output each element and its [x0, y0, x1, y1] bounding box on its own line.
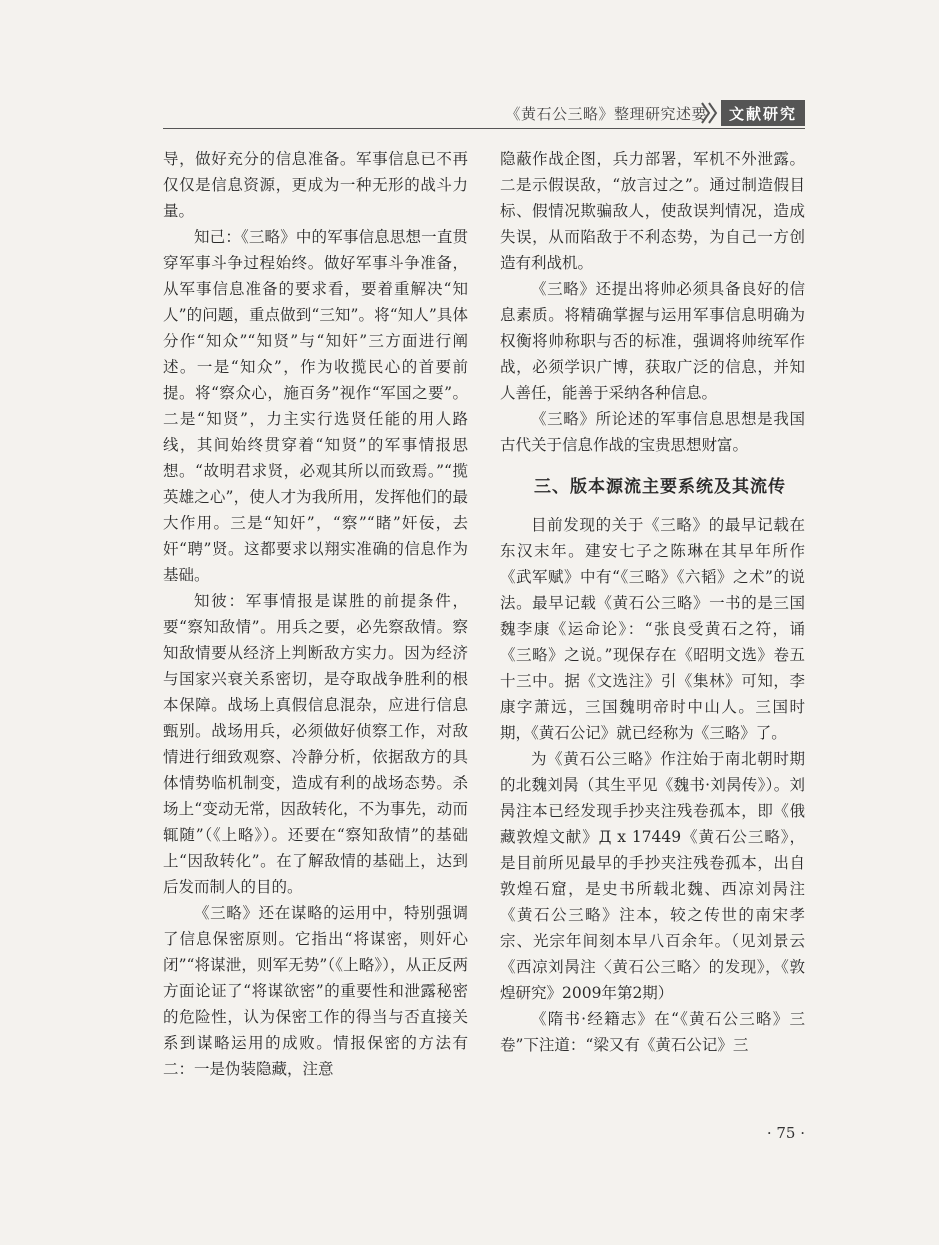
- section-label-badge: 文献研究: [721, 100, 805, 126]
- running-header-title: 《黄石公三略》整理研究述要: [505, 105, 707, 123]
- paragraph: 隐蔽作战企图，兵力部署，军机不外泄露。二是示假误敌，“放言过之”。通过制造假目标、假情况欺骗敌人，使敌误判情况，造成失误，从而陷敌于不利态势，为自己一方创造有利战机。: [500, 150, 805, 272]
- paragraph: 导，做好充分的信息准备。军事信息已不再仅仅是信息资源，更成为一种无形的战斗力量。: [163, 150, 468, 220]
- header-rule: [163, 128, 805, 129]
- running-header: [163, 100, 805, 128]
- paragraph: 为《黄石公三略》作注始于南北朝时期的北魏刘昺（其生平见《魏书·刘昺传》）。刘昺注本已经发现手抄夹注残卷孤本，即《俄藏敦煌文献》Д x 17449《黄石公三略》，是目前所见最早的手抄夹注残卷孤本，出自敦煌石窟，是史书所载北魏、西凉刘昺注《黄石公三略》注本，较之传世的南宋孝宗、光宗年间刻本早八百余年。（见刘景云《西凉刘昺注〈黄石公三略〉的发现》，《敦煌研究》2009年第2期）: [500, 750, 805, 1002]
- paragraph: 《三略》还在谋略的运用中，特别强调了信息保密原则。它指出“将谋密，则奸心闭”“将谋泄，则军无势”（《上略》），从正反两方面论证了“将谋欲密”的重要性和泄露秘密的危险性，认为保密工作的得当与否直接关系到谋略运用的成败。情报保密的方法有二：一是伪装隐藏，注意: [163, 904, 468, 1078]
- left-column: [163, 146, 468, 1082]
- paragraph: 《三略》所论述的军事信息思想是我国古代关于信息作战的宝贵思想财富。: [500, 410, 805, 454]
- section-heading: 三、版本源流主要系统及其流传: [534, 477, 786, 497]
- paragraph: 《三略》还提出将帅必须具备良好的信息素质。将精确掌握与运用军事信息明确为权衡将帅称职与否的标准，强调将帅统军作战，必须学识广博，获取广泛的信息，并知人善任，能善于采纳各种信息。: [500, 280, 805, 402]
- page-number: · 75 ·: [766, 1124, 805, 1142]
- paragraph: 目前发现的关于《三略》的最早记载在东汉末年。建安七子之陈琳在其早年所作《武军赋》中有“《三略》《六韬》之术”的说法。最早记载《黄石公三略》一书的是三国魏李康《运命论》：“张良受黄石之符，诵《三略》之说。”现保存在《昭明文选》卷五十三中。据《文选注》引《集林》可知，李康字萧远，三国魏明帝时中山人。三国时期，《黄石公记》就已经称为《三略》了。: [500, 516, 805, 742]
- right-column: [500, 146, 805, 1058]
- paragraph: 知己：《三略》中的军事信息思想一直贯穿军事斗争过程始终。做好军事斗争准备，从军事信息准备的要求看，要着重解决“知人”的问题，重点做到“三知”。将“知人”具体分作“知众”“知贤”与“知奸”三方面进行阐述。一是“知众”，作为收揽民心的首要前提。将“察众心，施百务”视作“军国之要”。二是“知贤”，力主实行选贤任能的用人路线，其间始终贯穿着“知贤”的军事情报思想。“故明君求贤，必观其所以而致焉。”“揽英雄之心”，使人才为我所用，发挥他们的最大作用。三是“知奸”，“察”“睹”奸佞，去奸“聘”贤。这都要求以翔实准确的信息作为基础。: [163, 228, 468, 584]
- double-chevron-icon: [699, 101, 723, 125]
- paragraph: 知彼：军事情报是谋胜的前提条件，要“察知敌情”。用兵之要，必先察敌情。察知敌情要从经济上判断敌方实力。因为经济与国家兴衰关系密切，是夺取战争胜利的根本保障。战场上真假信息混杂，应进行信息甄别。战场用兵，必须做好侦察工作，对敌情进行细致观察、冷静分析，依据敌方的具体情势临机制变，造成有利的战场态势。杀场上“变动无常，因敌转化，不为事先，动而辄随”（《上略》）。还要在“察知敌情”的基础上“因敌转化”。在了解敌情的基础上，达到后发而制人的目的。: [163, 592, 468, 896]
- paragraph: 《隋书·经籍志》在“《黄石公三略》三卷”下注道：“梁又有《黄石公记》三: [500, 1010, 805, 1054]
